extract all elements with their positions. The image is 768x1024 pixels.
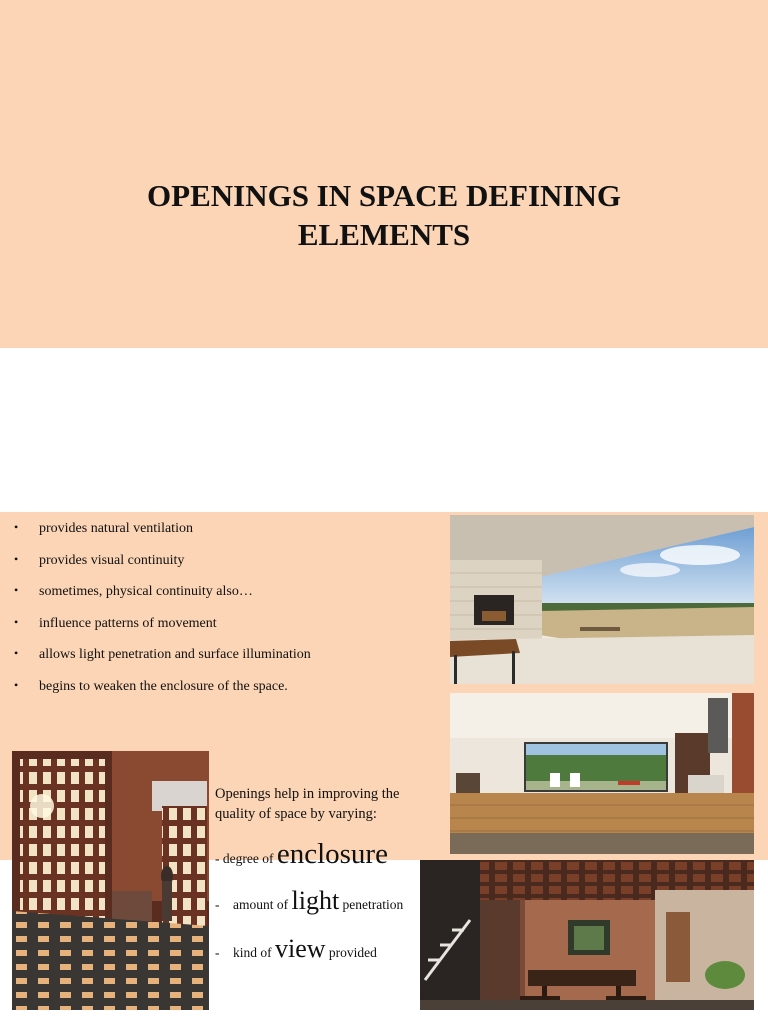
bullet-text: provides visual continuity <box>39 552 185 568</box>
bullet-dot-icon: • <box>14 614 19 629</box>
vary-keyword: enclosure <box>276 838 388 870</box>
bullet-dot-icon: • <box>14 677 19 692</box>
bullet-item <box>14 643 311 675</box>
vary-keyword: light <box>291 886 340 915</box>
bullet-text: allows light penetration and surface illumination <box>39 647 311 663</box>
vary-keyword: view <box>275 934 326 963</box>
bullet-item <box>14 549 311 581</box>
openings-paragraph: Openings help in improving the quality of space by varying: <box>215 786 400 822</box>
bullet-text: provides natural ventilation <box>39 521 193 536</box>
vary-prefix: - degree of <box>215 851 274 866</box>
slide-title: OPENINGS IN SPACE DEFINING ELEMENTS <box>147 178 621 252</box>
vary-prefix: - amount of <box>215 897 289 912</box>
bullet-list <box>14 517 311 707</box>
vary-suffix: provided <box>328 945 377 960</box>
bullet-dot-icon: • <box>14 551 19 566</box>
courtyard-dining-photo <box>420 860 754 1010</box>
bullet-item <box>14 580 311 612</box>
bullet-text: begins to weaken the enclosure of the space. <box>39 678 288 694</box>
bullet-text: influence patterns of movement <box>39 615 217 631</box>
vary-prefix: - kind of <box>215 945 272 960</box>
interior-glazed-opening-photo <box>450 693 754 854</box>
bullet-item <box>14 517 311 549</box>
title-slide <box>0 0 768 348</box>
bullet-text: sometimes, physical continuity also… <box>39 584 253 600</box>
brick-screen-photo <box>12 751 209 1010</box>
bullet-item <box>14 675 311 707</box>
vary-enclosure <box>215 838 388 871</box>
bullet-item <box>14 612 311 644</box>
bullet-dot-icon: • <box>14 583 19 598</box>
vary-view <box>215 934 377 964</box>
bullet-dot-icon: • <box>14 520 19 534</box>
vary-suffix: penetration <box>342 897 404 912</box>
bullet-dot-icon: • <box>14 646 19 661</box>
pavilion-landscape-photo <box>450 515 754 684</box>
vary-light <box>215 886 403 916</box>
